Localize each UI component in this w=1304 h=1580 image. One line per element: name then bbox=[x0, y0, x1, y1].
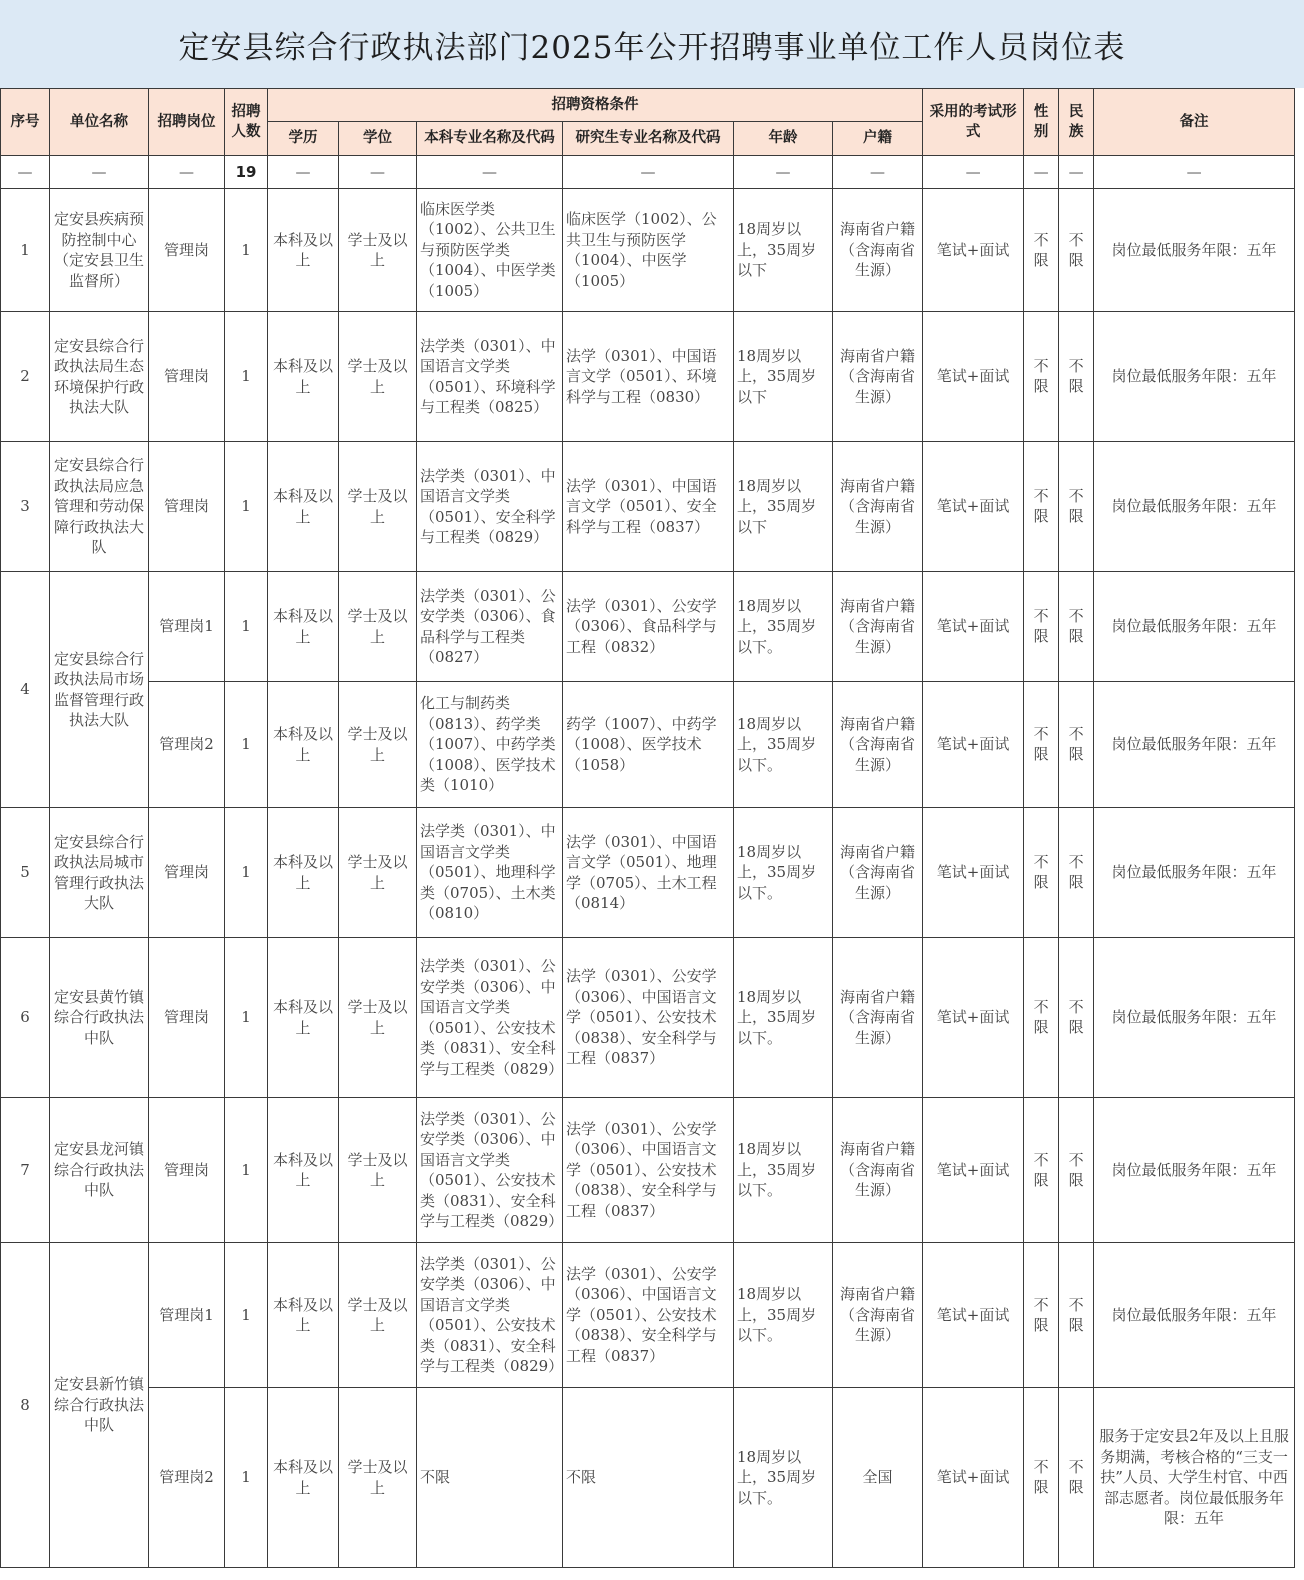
cell-gender: 不限 bbox=[1024, 682, 1059, 808]
cell-remarks: 服务于定安县2年及以上且服务期满，考核合格的“三支一扶”人员、大学生村官、中西部志愿者。岗位最低服务年限：五年 bbox=[1094, 1388, 1295, 1568]
cell-post: 管理岗 bbox=[149, 808, 225, 938]
cell-exam: 笔试+面试 bbox=[923, 189, 1024, 312]
cell-age: 18周岁以上，35周岁以下。 bbox=[734, 808, 833, 938]
summary-post: — bbox=[149, 156, 225, 189]
header-post: 招聘岗位 bbox=[149, 89, 225, 156]
cell-education: 本科及以上 bbox=[268, 1243, 339, 1388]
cell-undergrad-major: 法学类（0301）、公安学类（0306）、食品科学与工程类（0827） bbox=[417, 572, 563, 682]
cell-grad-major: 法学（0301）、公安学（0306）、中国语言文学（0501）、公安技术（0838）、安全科学与工程（0837） bbox=[563, 1098, 734, 1243]
header-exam: 采用的考试形式 bbox=[923, 89, 1024, 156]
cell-ethnicity: 不限 bbox=[1059, 1243, 1094, 1388]
cell-gender: 不限 bbox=[1024, 442, 1059, 572]
header-seq: 序号 bbox=[1, 89, 50, 156]
cell-undergrad-major: 法学类（0301）、公安学类（0306）、中国语言文学类（0501）、公安技术类（0831）、安全科学与工程类（0829） bbox=[417, 938, 563, 1098]
cell-undergrad-major: 不限 bbox=[417, 1388, 563, 1568]
header-ethnicity: 民族 bbox=[1059, 89, 1094, 156]
cell-education: 本科及以上 bbox=[268, 682, 339, 808]
cell-count: 1 bbox=[225, 808, 268, 938]
cell-ethnicity: 不限 bbox=[1059, 442, 1094, 572]
header-unit: 单位名称 bbox=[50, 89, 149, 156]
cell-grad-major: 法学（0301）、公安学（0306）、中国语言文学（0501）、公安技术（0838）、安全科学与工程（0837） bbox=[563, 938, 734, 1098]
header-qualifications: 招聘资格条件 bbox=[268, 89, 923, 122]
header-remarks: 备注 bbox=[1094, 89, 1295, 156]
cell-degree: 学士及以上 bbox=[339, 808, 417, 938]
summary-grad-major: — bbox=[563, 156, 734, 189]
cell-post: 管理岗 bbox=[149, 1098, 225, 1243]
cell-ethnicity: 不限 bbox=[1059, 1098, 1094, 1243]
cell-unit: 定安县综合行政执法局生态环境保护行政执法大队 bbox=[50, 312, 149, 442]
cell-unit: 定安县综合行政执法局市场监督管理行政执法大队 bbox=[50, 572, 149, 808]
cell-post: 管理岗1 bbox=[149, 1243, 225, 1388]
cell-unit: 定安县疾病预防控制中心（定安县卫生监督所） bbox=[50, 189, 149, 312]
cell-hukou: 海南省户籍（含海南省生源） bbox=[833, 938, 923, 1098]
cell-seq: 1 bbox=[1, 189, 50, 312]
cell-education: 本科及以上 bbox=[268, 189, 339, 312]
cell-age: 18周岁以上，35周岁以下 bbox=[734, 442, 833, 572]
cell-age: 18周岁以上，35周岁以下。 bbox=[734, 938, 833, 1098]
cell-hukou: 海南省户籍（含海南省生源） bbox=[833, 808, 923, 938]
summary-seq: — bbox=[1, 156, 50, 189]
table-row bbox=[1, 938, 1295, 1098]
summary-age: — bbox=[734, 156, 833, 189]
cell-count: 1 bbox=[225, 938, 268, 1098]
header-count: 招聘人数 bbox=[225, 89, 268, 156]
cell-remarks: 岗位最低服务年限：五年 bbox=[1094, 442, 1295, 572]
cell-unit: 定安县综合行政执法局应急管理和劳动保障行政执法大队 bbox=[50, 442, 149, 572]
cell-age: 18周岁以上，35周岁以下。 bbox=[734, 1388, 833, 1568]
cell-age: 18周岁以上，35周岁以下。 bbox=[734, 682, 833, 808]
cell-degree: 学士及以上 bbox=[339, 189, 417, 312]
recruitment-table bbox=[0, 88, 1295, 1568]
cell-exam: 笔试+面试 bbox=[923, 1243, 1024, 1388]
cell-post: 管理岗 bbox=[149, 938, 225, 1098]
cell-seq: 8 bbox=[1, 1243, 50, 1568]
cell-ethnicity: 不限 bbox=[1059, 938, 1094, 1098]
cell-count: 1 bbox=[225, 1098, 268, 1243]
cell-grad-major: 临床医学（1002）、公共卫生与预防医学（1004）、中医学（1005） bbox=[563, 189, 734, 312]
cell-count: 1 bbox=[225, 682, 268, 808]
summary-total-count: 19 bbox=[225, 156, 268, 189]
header-education: 学历 bbox=[268, 122, 339, 156]
cell-undergrad-major: 法学类（0301）、中国语言文学类（0501）、安全科学与工程类（0829） bbox=[417, 442, 563, 572]
cell-unit: 定安县龙河镇综合行政执法中队 bbox=[50, 1098, 149, 1243]
cell-degree: 学士及以上 bbox=[339, 1388, 417, 1568]
cell-undergrad-major: 化工与制药类（0813）、药学类（1007）、中药学类（1008）、医学技术类（1010） bbox=[417, 682, 563, 808]
table-row bbox=[1, 1243, 1295, 1388]
cell-seq: 7 bbox=[1, 1098, 50, 1243]
cell-grad-major: 法学（0301）、中国语言文学（0501）、安全科学与工程（0837） bbox=[563, 442, 734, 572]
cell-grad-major: 法学（0301）、中国语言文学（0501）、环境科学与工程（0830） bbox=[563, 312, 734, 442]
cell-unit: 定安县综合行政执法局城市管理行政执法大队 bbox=[50, 808, 149, 938]
cell-ethnicity: 不限 bbox=[1059, 189, 1094, 312]
cell-count: 1 bbox=[225, 312, 268, 442]
table-row bbox=[1, 808, 1295, 938]
cell-exam: 笔试+面试 bbox=[923, 442, 1024, 572]
cell-hukou: 全国 bbox=[833, 1388, 923, 1568]
cell-post: 管理岗2 bbox=[149, 1388, 225, 1568]
cell-undergrad-major: 临床医学类（1002）、公共卫生与预防医学类（1004）、中医学类（1005） bbox=[417, 189, 563, 312]
cell-hukou: 海南省户籍（含海南省生源） bbox=[833, 1098, 923, 1243]
cell-education: 本科及以上 bbox=[268, 1098, 339, 1243]
cell-education: 本科及以上 bbox=[268, 1388, 339, 1568]
header-grad-major: 研究生专业名称及代码 bbox=[563, 122, 734, 156]
cell-seq: 6 bbox=[1, 938, 50, 1098]
table-row bbox=[1, 442, 1295, 572]
cell-remarks: 岗位最低服务年限：五年 bbox=[1094, 1098, 1295, 1243]
cell-education: 本科及以上 bbox=[268, 808, 339, 938]
cell-degree: 学士及以上 bbox=[339, 682, 417, 808]
cell-degree: 学士及以上 bbox=[339, 572, 417, 682]
cell-ethnicity: 不限 bbox=[1059, 312, 1094, 442]
cell-remarks: 岗位最低服务年限：五年 bbox=[1094, 1243, 1295, 1388]
cell-gender: 不限 bbox=[1024, 1388, 1059, 1568]
cell-age: 18周岁以上，35周岁以下。 bbox=[734, 1098, 833, 1243]
cell-ethnicity: 不限 bbox=[1059, 572, 1094, 682]
cell-age: 18周岁以上，35周岁以下 bbox=[734, 312, 833, 442]
table-row bbox=[1, 682, 1295, 808]
table-row bbox=[1, 189, 1295, 312]
cell-age: 18周岁以上，35周岁以下。 bbox=[734, 572, 833, 682]
cell-hukou: 海南省户籍（含海南省生源） bbox=[833, 189, 923, 312]
cell-hukou: 海南省户籍（含海南省生源） bbox=[833, 442, 923, 572]
cell-exam: 笔试+面试 bbox=[923, 572, 1024, 682]
summary-gender: — bbox=[1024, 156, 1059, 189]
cell-seq: 4 bbox=[1, 572, 50, 808]
summary-exam: — bbox=[923, 156, 1024, 189]
cell-education: 本科及以上 bbox=[268, 312, 339, 442]
cell-education: 本科及以上 bbox=[268, 572, 339, 682]
cell-grad-major: 不限 bbox=[563, 1388, 734, 1568]
cell-degree: 学士及以上 bbox=[339, 442, 417, 572]
cell-seq: 3 bbox=[1, 442, 50, 572]
cell-post: 管理岗2 bbox=[149, 682, 225, 808]
cell-ethnicity: 不限 bbox=[1059, 682, 1094, 808]
table-row bbox=[1, 572, 1295, 682]
cell-gender: 不限 bbox=[1024, 572, 1059, 682]
cell-age: 18周岁以上，35周岁以下。 bbox=[734, 1243, 833, 1388]
cell-remarks: 岗位最低服务年限：五年 bbox=[1094, 682, 1295, 808]
summary-education: — bbox=[268, 156, 339, 189]
cell-ethnicity: 不限 bbox=[1059, 1388, 1094, 1568]
cell-gender: 不限 bbox=[1024, 808, 1059, 938]
cell-education: 本科及以上 bbox=[268, 938, 339, 1098]
cell-degree: 学士及以上 bbox=[339, 1243, 417, 1388]
cell-ethnicity: 不限 bbox=[1059, 808, 1094, 938]
cell-gender: 不限 bbox=[1024, 938, 1059, 1098]
header-hukou: 户籍 bbox=[833, 122, 923, 156]
cell-post: 管理岗 bbox=[149, 442, 225, 572]
cell-exam: 笔试+面试 bbox=[923, 938, 1024, 1098]
cell-degree: 学士及以上 bbox=[339, 1098, 417, 1243]
summary-row bbox=[1, 156, 1295, 189]
cell-gender: 不限 bbox=[1024, 189, 1059, 312]
summary-remarks: — bbox=[1094, 156, 1295, 189]
summary-unit: — bbox=[50, 156, 149, 189]
cell-education: 本科及以上 bbox=[268, 442, 339, 572]
cell-count: 1 bbox=[225, 572, 268, 682]
cell-exam: 笔试+面试 bbox=[923, 808, 1024, 938]
cell-gender: 不限 bbox=[1024, 312, 1059, 442]
summary-degree: — bbox=[339, 156, 417, 189]
cell-undergrad-major: 法学类（0301）、中国语言文学类（0501）、环境科学与工程类（0825） bbox=[417, 312, 563, 442]
header-degree: 学位 bbox=[339, 122, 417, 156]
cell-grad-major: 法学（0301）、中国语言文学（0501）、地理学（0705）、土木工程（0814） bbox=[563, 808, 734, 938]
cell-exam: 笔试+面试 bbox=[923, 682, 1024, 808]
cell-undergrad-major: 法学类（0301）、中国语言文学类（0501）、地理科学类（0705）、土木类（0810） bbox=[417, 808, 563, 938]
cell-degree: 学士及以上 bbox=[339, 312, 417, 442]
cell-remarks: 岗位最低服务年限：五年 bbox=[1094, 938, 1295, 1098]
cell-undergrad-major: 法学类（0301）、公安学类（0306）、中国语言文学类（0501）、公安技术类（0831）、安全科学与工程类（0829） bbox=[417, 1243, 563, 1388]
cell-grad-major: 法学（0301）、公安学（0306）、中国语言文学（0501）、公安技术（0838）、安全科学与工程（0837） bbox=[563, 1243, 734, 1388]
cell-exam: 笔试+面试 bbox=[923, 1098, 1024, 1243]
table-row bbox=[1, 1388, 1295, 1568]
cell-gender: 不限 bbox=[1024, 1243, 1059, 1388]
cell-hukou: 海南省户籍（含海南省生源） bbox=[833, 682, 923, 808]
cell-grad-major: 药学（1007）、中药学（1008）、医学技术（1058） bbox=[563, 682, 734, 808]
table-row bbox=[1, 1098, 1295, 1243]
cell-exam: 笔试+面试 bbox=[923, 1388, 1024, 1568]
cell-hukou: 海南省户籍（含海南省生源） bbox=[833, 312, 923, 442]
cell-gender: 不限 bbox=[1024, 1098, 1059, 1243]
cell-post: 管理岗 bbox=[149, 312, 225, 442]
cell-count: 1 bbox=[225, 442, 268, 572]
cell-degree: 学士及以上 bbox=[339, 938, 417, 1098]
header-age: 年龄 bbox=[734, 122, 833, 156]
cell-count: 1 bbox=[225, 1388, 268, 1568]
header-gender: 性别 bbox=[1024, 89, 1059, 156]
summary-ethnicity: — bbox=[1059, 156, 1094, 189]
cell-count: 1 bbox=[225, 189, 268, 312]
summary-hukou: — bbox=[833, 156, 923, 189]
cell-remarks: 岗位最低服务年限：五年 bbox=[1094, 189, 1295, 312]
cell-age: 18周岁以上，35周岁以下 bbox=[734, 189, 833, 312]
cell-count: 1 bbox=[225, 1243, 268, 1388]
cell-seq: 2 bbox=[1, 312, 50, 442]
cell-exam: 笔试+面试 bbox=[923, 312, 1024, 442]
title-banner bbox=[0, 0, 1304, 88]
cell-remarks: 岗位最低服务年限：五年 bbox=[1094, 572, 1295, 682]
cell-hukou: 海南省户籍（含海南省生源） bbox=[833, 572, 923, 682]
cell-grad-major: 法学（0301）、公安学（0306）、食品科学与工程（0832） bbox=[563, 572, 734, 682]
cell-unit: 定安县新竹镇综合行政执法中队 bbox=[50, 1243, 149, 1568]
cell-undergrad-major: 法学类（0301）、公安学类（0306）、中国语言文学类（0501）、公安技术类（0831）、安全科学与工程类（0829） bbox=[417, 1098, 563, 1243]
page-title: 定安县综合行政执法部门2025年公开招聘事业单位工作人员岗位表 bbox=[178, 29, 1126, 66]
header-undergrad-major: 本科专业名称及代码 bbox=[417, 122, 563, 156]
cell-hukou: 海南省户籍（含海南省生源） bbox=[833, 1243, 923, 1388]
table-row bbox=[1, 312, 1295, 442]
cell-post: 管理岗1 bbox=[149, 572, 225, 682]
cell-unit: 定安县黄竹镇综合行政执法中队 bbox=[50, 938, 149, 1098]
cell-post: 管理岗 bbox=[149, 189, 225, 312]
cell-remarks: 岗位最低服务年限：五年 bbox=[1094, 312, 1295, 442]
cell-seq: 5 bbox=[1, 808, 50, 938]
summary-undergrad-major: — bbox=[417, 156, 563, 189]
cell-remarks: 岗位最低服务年限：五年 bbox=[1094, 808, 1295, 938]
